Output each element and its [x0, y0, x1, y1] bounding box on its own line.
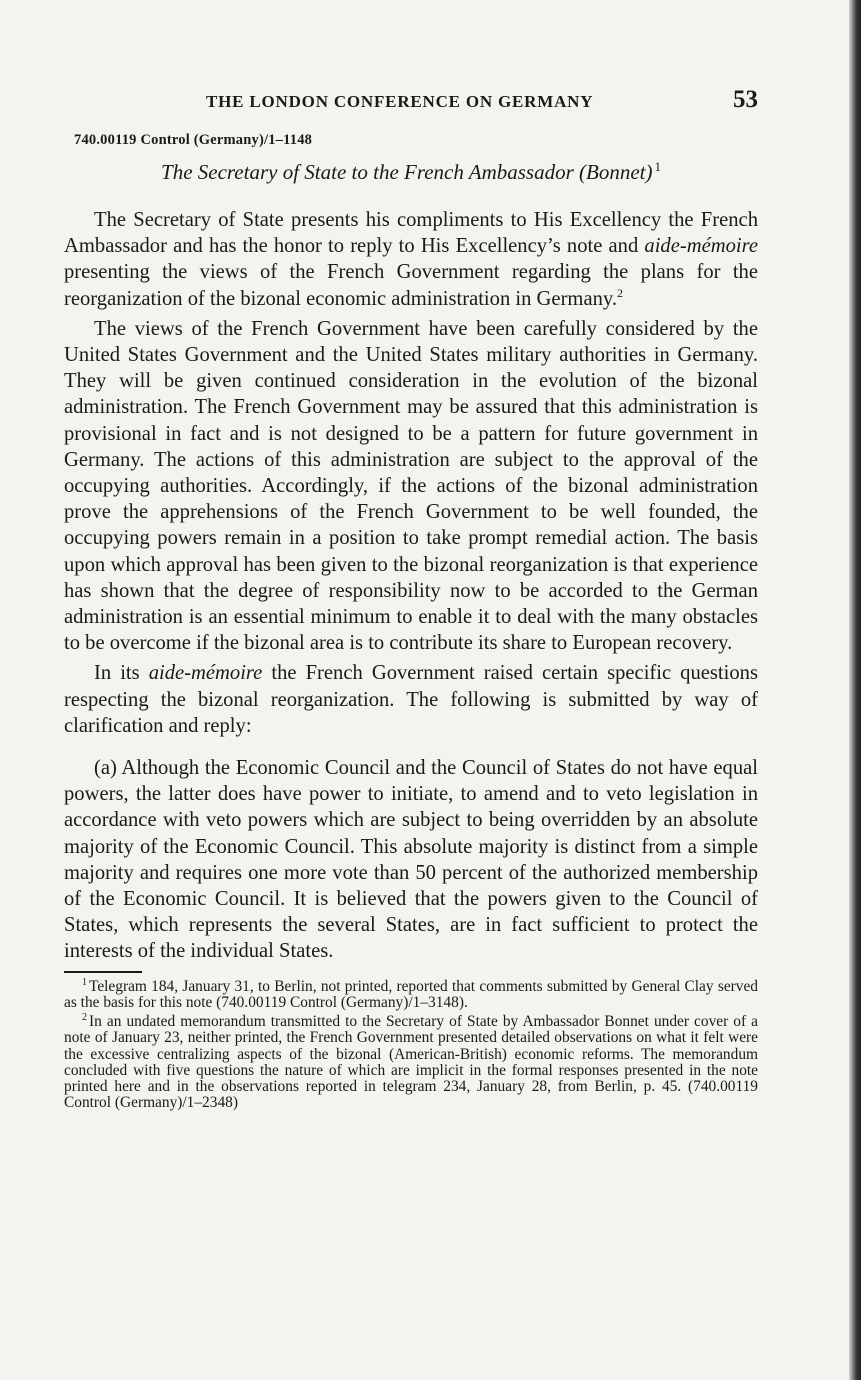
paragraph-1-term: aide-mémoire [644, 235, 758, 258]
item-a [64, 755, 758, 965]
footnote-1-text: Telegram 184, January 31, to Berlin, not printed, reported that comments submitted by General Clay served as the basis for this note (740.00119 Control (Germany)/1–3148). [64, 977, 758, 1011]
document-heading-text: The Secretary of State to the French Ambassador (Bonnet) [161, 160, 653, 184]
footnote-1-marker: 1 [82, 976, 87, 988]
paragraph-1-end: presenting the views of the French Government regarding the plans for the reorganization of the bizonal economic administration in Germany. [64, 261, 758, 310]
running-head [64, 86, 758, 122]
paragraph-1 [64, 207, 758, 312]
file-number: 740.00119 Control (Germany)/1–1148 [74, 132, 313, 148]
paragraph-2: The views of the French Government have been carefully considered by the United States Government and the United States military authorities in Germany. They will be given continued consideration in the evolution of the bizonal administration. The French Government may be assured that this administration is provisional in fact and is not designed to be a pattern for future government in Germany. The actions of this administration are subject to the approval of the occupying authorities. Accordingly, if the actions of the bizonal administration prove the apprehensions of the French Government to be well founded, the occupying powers remain in a position to take prompt remedial action. The basis upon which approval has been given to the bizonal reorganization is that experience has shown that the degree of responsibility now to be accorded to the German administration is an essential minimum to enable it to deal with the many obstacles to be overcome if the bizonal area is to contribute its share to European recovery. [64, 317, 758, 655]
page-number: 53 [733, 86, 758, 113]
running-title: THE LONDON CONFERENCE ON GERMANY [206, 92, 594, 111]
paragraph-1-footnote-marker: 2 [617, 285, 623, 300]
document-heading [64, 159, 758, 185]
letter-body [64, 207, 758, 965]
item-a-label: (a) [94, 757, 117, 780]
footnote-2-text: In an undated memorandum transmitted to the Secretary of State by Ambassador Bonnet under cover of a note of January 23, neither printed, the French Government presented detailed observations on what it felt were the excessive centralizing aspects of the bizonal (American-British) economic reforms. The memorandum concluded with five questions the nature of which are implicit in the formal responses presented in the note printed here and in the observations reported in telegram 234, January 28, from Berlin, p. 45. (740.00119 Control (Germany)/1–2348) [64, 1013, 758, 1112]
item-a-text: Although the Economic Council and the Council of States do not have equal powers, the latter does have power to initiate, to amend and to veto legislation in accordance with veto powers which are subject to being overridden by an absolute majority of the Economic Council. This absolute majority is distinct from a simple majority and requires one more vote than 50 percent of the authorized membership of the Economic Council. It is believed that the powers given to the Council of States, which represents the several States, are in fact sufficient to protect the interests of the individual States. [64, 757, 758, 963]
paragraph-3-term: aide-mémoire [148, 662, 263, 685]
footnotes [64, 976, 758, 1112]
footnote-2-marker: 2 [82, 1011, 87, 1023]
footnote-rule [64, 971, 142, 973]
paragraph-3-end: the French Government raised certain specific questions respecting the bizonal reorganization. The following is submitted by way of clarification and reply: [64, 662, 758, 737]
footnote-1 [64, 976, 758, 1011]
heading-footnote-marker: 1 [654, 159, 661, 174]
page-edge-shadow [849, 0, 861, 1380]
footnote-2 [64, 1011, 758, 1112]
paragraph-3-start: In its [94, 662, 149, 685]
paragraph-1-start: The Secretary of State presents his compliments to His Excellency the French Ambassador and has the honor to reply to His Excellency’s note and [64, 209, 758, 258]
page-content [64, 86, 758, 1114]
paragraph-3 [64, 660, 758, 739]
